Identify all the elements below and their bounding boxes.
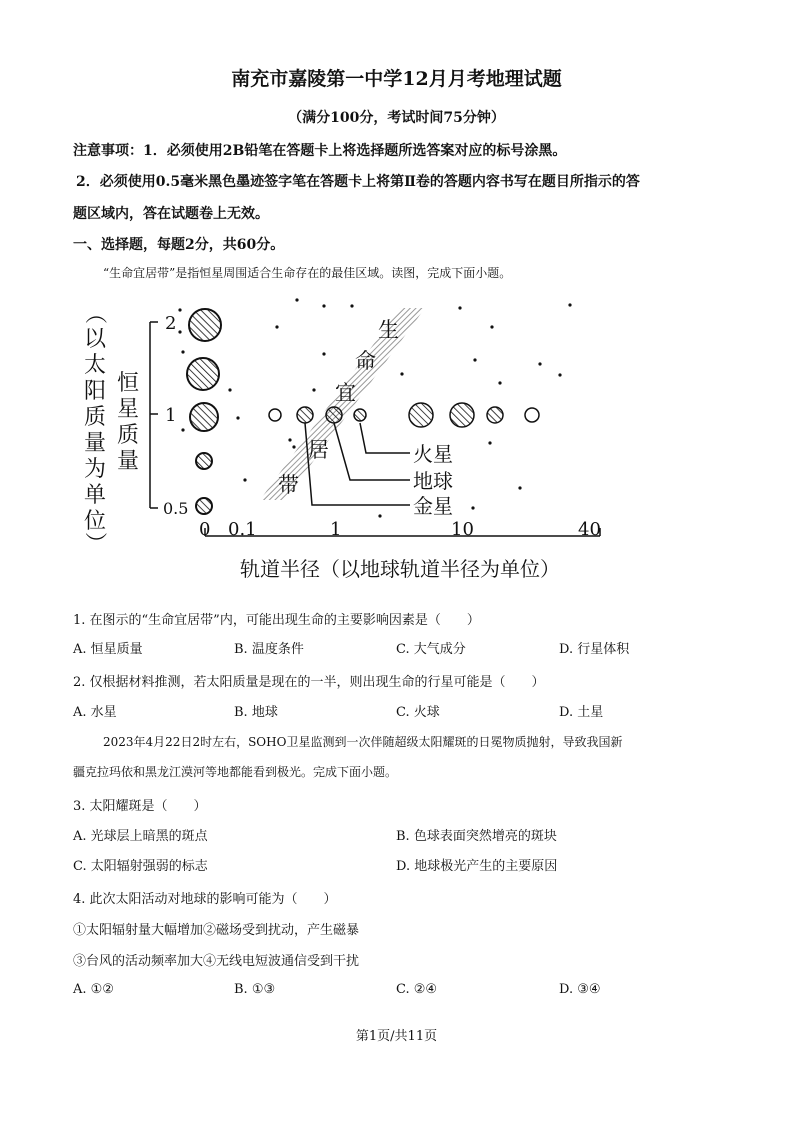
band-char-3: 宜 bbox=[335, 381, 356, 405]
star-mass-0-5 bbox=[196, 498, 212, 514]
planet-earth bbox=[326, 407, 342, 423]
planet-uranus bbox=[487, 407, 503, 423]
y-axis-title bbox=[117, 371, 139, 474]
page-title: 南充市嘉陵第一中学12月月考地理试题 bbox=[231, 68, 562, 90]
x-tick-0-1: 0.1 bbox=[228, 519, 257, 540]
planet-mars bbox=[354, 409, 366, 421]
q3-option-b: B. 色球表面突然增亮的斑块 bbox=[396, 829, 557, 844]
x-tick-40: 40 bbox=[578, 519, 601, 540]
q4-option-b: B. ①③ bbox=[234, 982, 276, 997]
section-heading: 一、选择题，每题2分，共60分。 bbox=[73, 237, 285, 253]
y-axis-title-char: 恒 bbox=[116, 371, 140, 396]
y-axis-unit-text bbox=[82, 302, 107, 554]
q2-option-b: B. 地球 bbox=[234, 705, 278, 720]
y-axis-title-char: 星 bbox=[116, 397, 140, 422]
q1-option-c: C. 大气成分 bbox=[396, 642, 466, 657]
background-stars bbox=[178, 298, 571, 517]
q4-option-a: A. ①② bbox=[73, 982, 114, 997]
q3-option-a: A. 光球层上暗黑的斑点 bbox=[73, 829, 208, 844]
y-axis-unit-char: 量 bbox=[83, 431, 107, 456]
q1-option-d: D. 行星体积 bbox=[559, 642, 630, 657]
exam-subtitle: （满分100分，考试时间75分钟） bbox=[288, 110, 505, 126]
question-2-stem: 2. 仅根据材料推测，若太阳质量是现在的一半，则出现生命的行星可能是（ ） bbox=[73, 675, 545, 690]
habitable-zone-figure bbox=[60, 290, 620, 590]
y-tick-1: 1 bbox=[165, 405, 177, 426]
q1-option-b: B. 温度条件 bbox=[234, 642, 304, 657]
x-tick-1: 1 bbox=[330, 519, 342, 540]
band-char-2: 命 bbox=[355, 349, 376, 373]
star-mass-0-75 bbox=[196, 453, 212, 469]
q3-option-d: D. 地球极光产生的主要原因 bbox=[396, 859, 558, 874]
page-footer: 第1页/共11页 bbox=[355, 1029, 438, 1044]
y-axis-unit-char: 阳 bbox=[83, 379, 107, 404]
planet-neptune bbox=[525, 408, 539, 422]
q4-option-c: C. ②④ bbox=[396, 982, 438, 997]
y-axis-unit-char: （ bbox=[82, 301, 107, 325]
y-axis-title-char: 量 bbox=[116, 449, 140, 474]
y-axis-unit-char: 为 bbox=[83, 457, 107, 482]
y-axis-unit-char: 质 bbox=[83, 405, 107, 430]
q4-statements-line-2: ③台风的活动频率加大④无线电短波通信受到干扰 bbox=[73, 954, 360, 969]
label-venus: 金星 bbox=[413, 494, 453, 518]
earth-leader bbox=[334, 423, 410, 480]
question-3-stem: 3. 太阳耀斑是（ ） bbox=[73, 799, 207, 814]
notice-line-2: 2．必须使用0.5毫米黑色墨迹签字笔在答题卡上将第Ⅱ卷的答题内容书写在题目所指示的答 bbox=[76, 174, 640, 190]
x-tick-10: 10 bbox=[451, 519, 474, 540]
mars-leader bbox=[360, 423, 410, 453]
q1-option-a: A. 恒星质量 bbox=[73, 642, 143, 657]
y-axis-unit-char: ） bbox=[82, 531, 107, 555]
q4-option-d: D. ③④ bbox=[559, 982, 601, 997]
planet-mercury bbox=[269, 409, 281, 421]
y-tick-0-5: 0.5 bbox=[163, 499, 189, 518]
planet-venus bbox=[297, 407, 313, 423]
intro-text-1: “生命宜居带”是指恒星周围适合生命存在的最佳区域。读图，完成下面小题。 bbox=[103, 266, 512, 280]
label-earth: 地球 bbox=[413, 469, 453, 493]
band-char-1: 生 bbox=[378, 318, 399, 342]
q2-option-d: D. 土星 bbox=[559, 705, 604, 720]
x-tick-0: 0 bbox=[199, 519, 211, 540]
band-char-5: 带 bbox=[278, 473, 299, 497]
star-sun bbox=[190, 403, 218, 431]
y-axis-unit-char: 太 bbox=[83, 353, 107, 378]
label-mars: 火星 bbox=[413, 442, 453, 466]
y-axis-unit-char: 位 bbox=[83, 509, 107, 534]
question-1-stem: 1. 在图示的“生命宜居带”内，可能出现生命的主要影响因素是（ ） bbox=[73, 613, 480, 628]
y-tick-2: 2 bbox=[165, 313, 177, 334]
planet-jupiter bbox=[409, 403, 433, 427]
q2-option-c: C. 火球 bbox=[396, 705, 440, 720]
y-axis-title-char: 质 bbox=[116, 423, 140, 448]
q3-option-c: C. 太阳辐射强弱的标志 bbox=[73, 859, 208, 874]
x-axis-title: 轨道半径（以地球轨道半径为单位） bbox=[240, 557, 560, 581]
y-axis-unit-char: 以 bbox=[83, 327, 107, 352]
band-char-4: 居 bbox=[308, 438, 329, 462]
y-axis-unit-char: 单 bbox=[83, 483, 107, 508]
star-mass-2 bbox=[189, 309, 221, 341]
planet-saturn bbox=[450, 403, 474, 427]
intro-text-2-line-1: 2023年4月22日2时左右，SOHO卫星监测到一次伴随超级太阳耀斑的日冕物质抛射，导致我国新 bbox=[103, 735, 623, 749]
notice-line-1: 注意事项：1．必须使用2B铅笔在答题卡上将选择题所选答案对应的标号涂黑。 bbox=[73, 143, 567, 159]
intro-text-2-line-2: 疆克拉玛依和黑龙江漠河等地都能看到极光。完成下面小题。 bbox=[73, 765, 398, 779]
q4-statements-line-1: ①太阳辐射量大幅增加②磁场受到扰动，产生磁暴 bbox=[73, 923, 360, 938]
notice-line-3: 题区域内，答在试题卷上无效。 bbox=[73, 206, 269, 222]
question-4-stem: 4. 此次太阳活动对地球的影响可能为（ ） bbox=[73, 892, 337, 907]
star-mass-1-5 bbox=[187, 358, 219, 390]
q2-option-a: A. 水星 bbox=[73, 705, 117, 720]
